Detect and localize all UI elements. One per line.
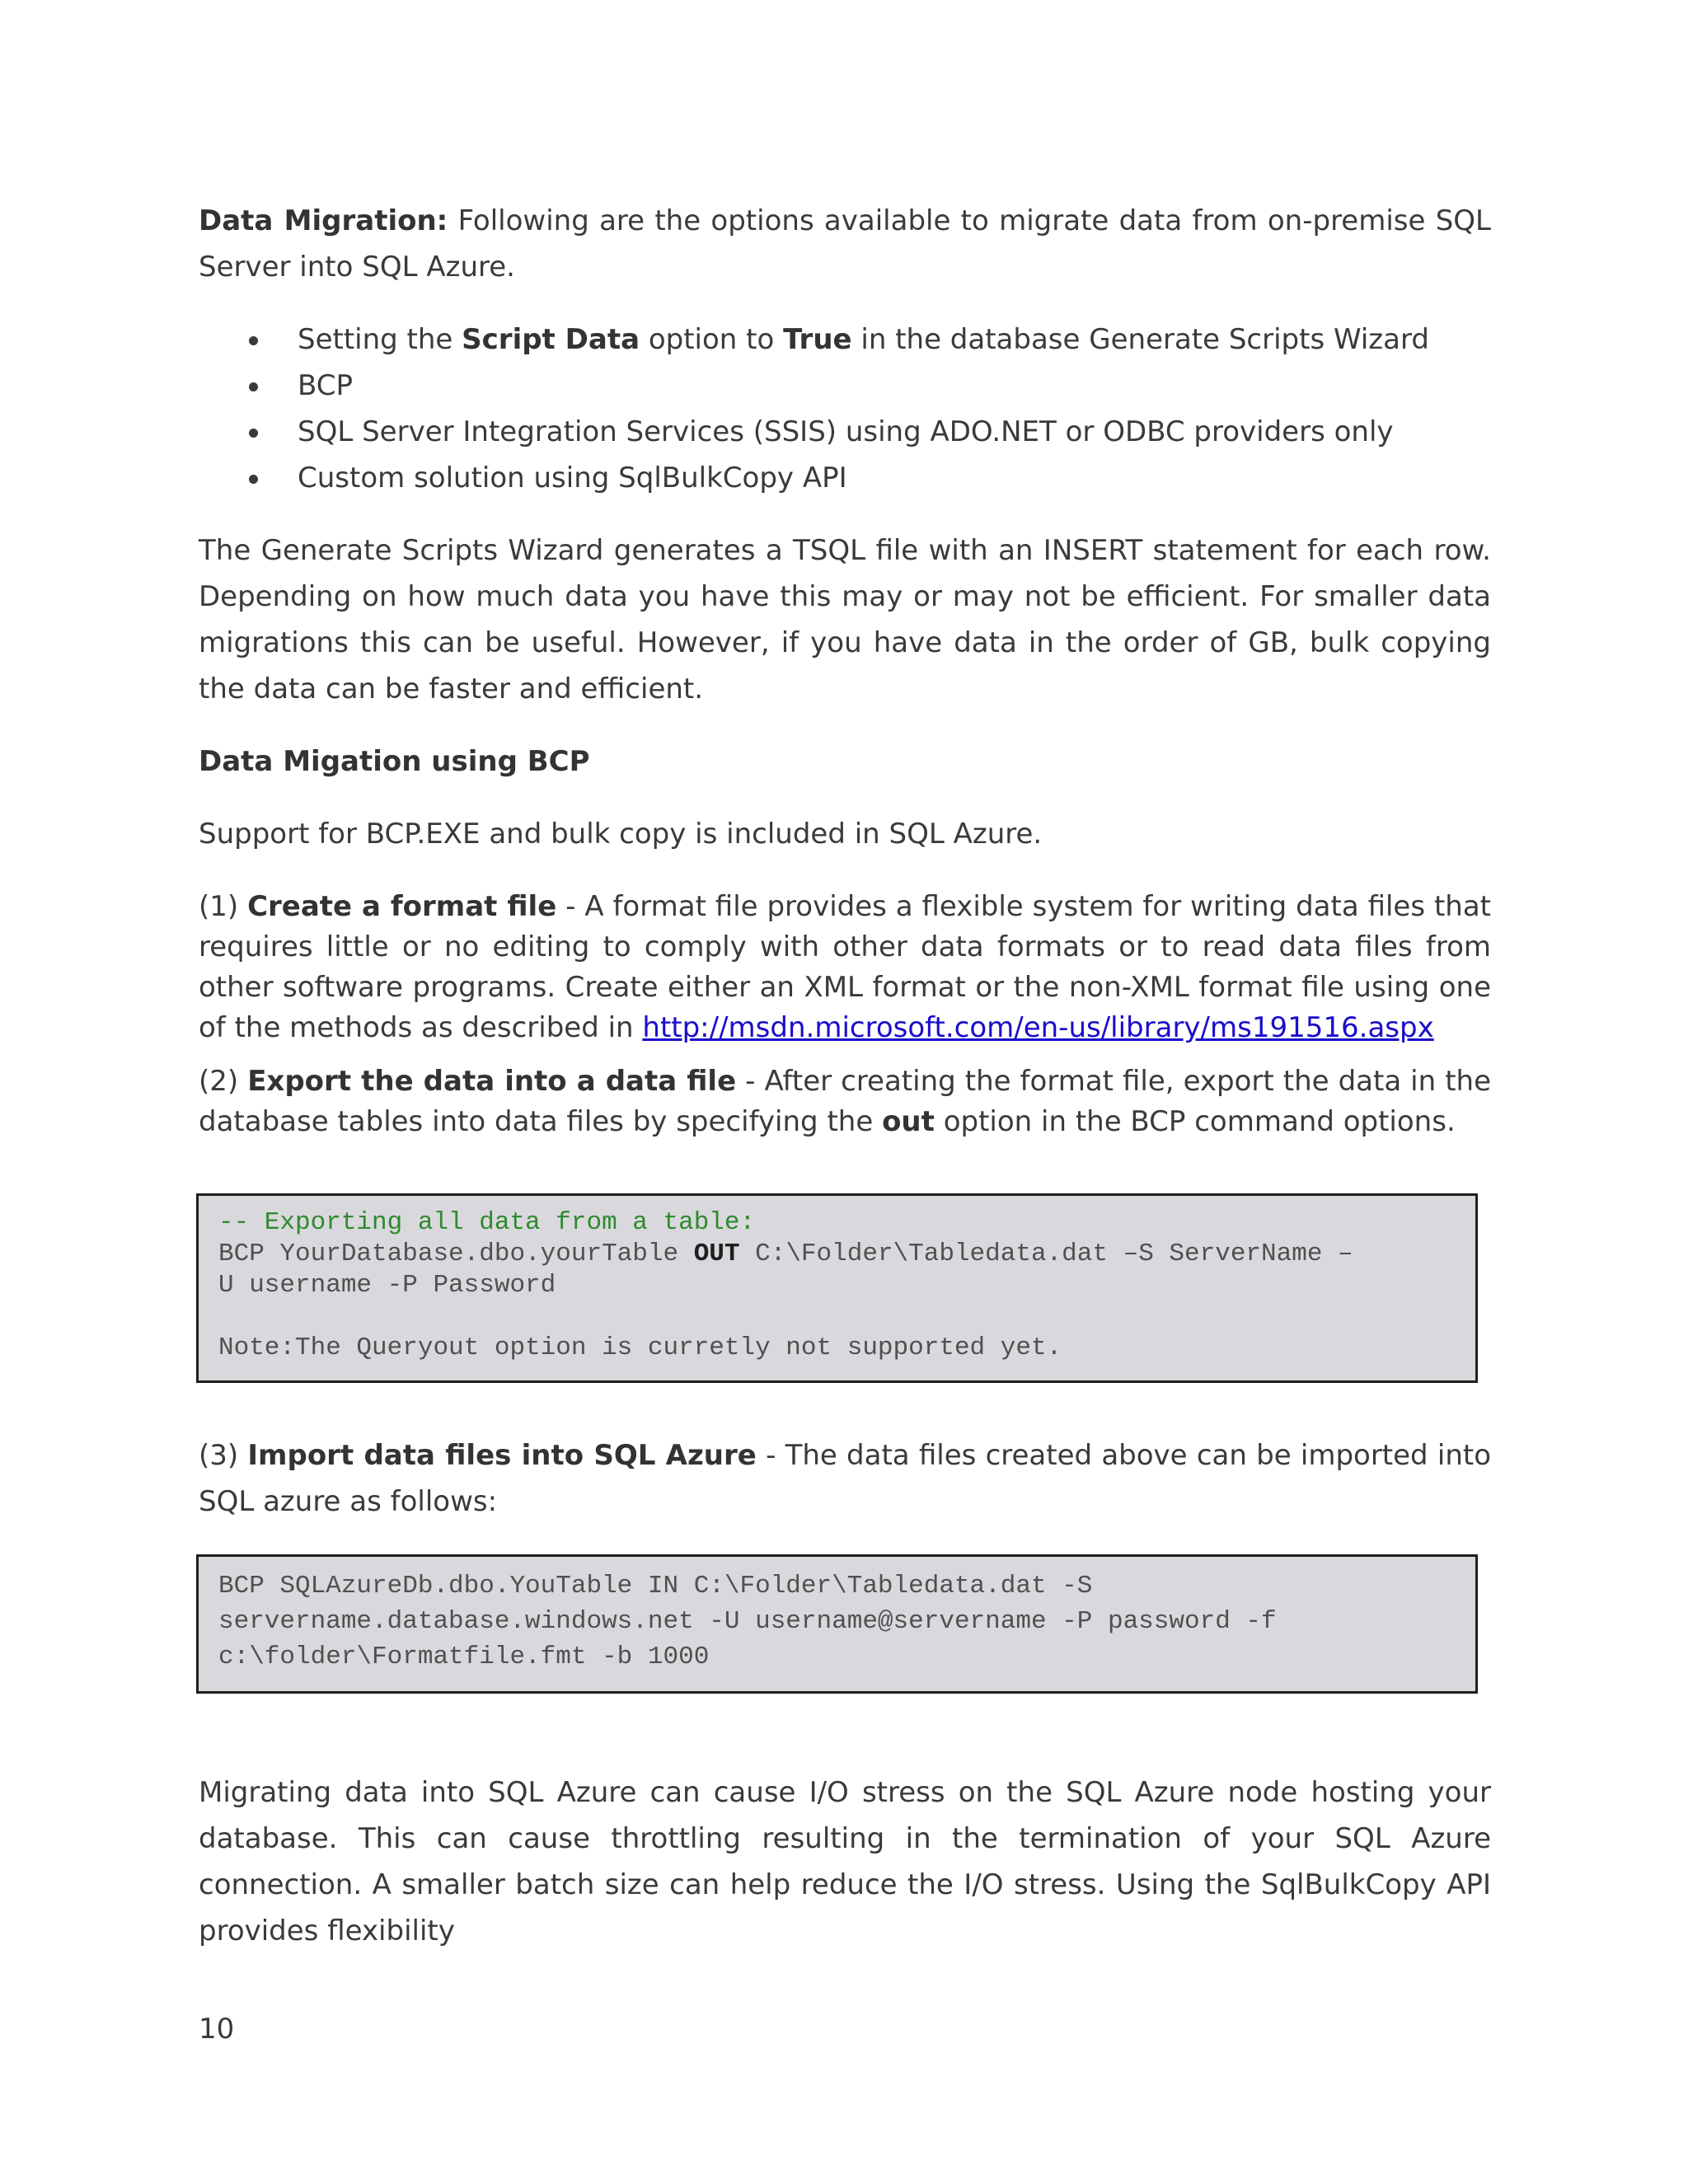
bullet-text: Custom solution using SqlBulkCopy API [298, 462, 847, 494]
code-line [218, 1239, 1457, 1270]
migration-options-list [249, 316, 1491, 501]
intro-label: Data Migration: [199, 204, 448, 237]
list-item [249, 316, 1491, 363]
bullet-text: option to [640, 323, 784, 356]
step3-paragraph [199, 1432, 1491, 1525]
step1-paragraph [199, 887, 1491, 1048]
code-line: U username -P Password [218, 1271, 556, 1300]
bcp-support-paragraph: Support for BCP.EXE and bulk copy is included in SQL Azure. [199, 818, 1043, 851]
bcp-heading: Data Migation using BCP [199, 745, 590, 778]
list-item [249, 409, 1491, 455]
intro-text: Following are the options available to migrate data from on-premise SQL Server into SQL Azure. [199, 204, 1491, 284]
wizard-paragraph: The Generate Scripts Wizard generates a TSQL file with an INSERT statement for each row. Depending on how much data you have this may or may not be efficient. For smaller data migrations this can be useful. However, if you have data in the order of GB, bulk copying the data can be faster and efficient. [199, 534, 1491, 705]
step2-paragraph [199, 1062, 1491, 1142]
step-text: - After creating the format file, export the data in the database tables into data files by specifying the [199, 1065, 1491, 1138]
bullet-text: Setting the [298, 323, 462, 356]
code-keyword: OUT [693, 1240, 740, 1268]
bullet-text: in the database Generate Scripts Wizard [851, 323, 1429, 356]
code-note: Note:The Queryout option is curretly not supported yet. [218, 1333, 1062, 1362]
export-code-block [196, 1193, 1478, 1383]
list-item [249, 455, 1491, 501]
page-content [199, 198, 1491, 1954]
code-text: C:\Folder\Tabledata.dat –S ServerName – [739, 1240, 1353, 1268]
bullet-bold: Script Data [462, 323, 640, 356]
import-code-block [196, 1554, 1478, 1694]
intro-paragraph [199, 198, 1491, 290]
msdn-link[interactable]: http://msdn.microsoft.com/en-us/library/ms191516.aspx [642, 1011, 1434, 1044]
code-line: servername.database.windows.net -U username@servername -P password -f [218, 1607, 1277, 1636]
step-number: (3) [199, 1439, 248, 1472]
step-number: (2) [199, 1065, 248, 1098]
step-text: - The data files created above can be imported into SQL azure as follows: [199, 1439, 1492, 1518]
step-text: - A format file provides a flexible system for writing data files that requires little or no editing to comply with other data formats or to read data files from other software programs. Create either an XML format or the non-XML format file using one of the methods as described in [199, 890, 1491, 1044]
step-text: option in the BCP command options. [934, 1105, 1456, 1138]
bullet-bold: True [783, 323, 852, 356]
step-number: (1) [199, 890, 248, 923]
bullet-text: SQL Server Integration Services (SSIS) using ADO.NET or ODBC providers only [298, 415, 1394, 448]
list-item [249, 363, 1491, 409]
step-title: Export the data into a data file [247, 1065, 737, 1098]
page-number: 10 [199, 2013, 235, 2046]
code-line: BCP SQLAzureDb.dbo.YouTable IN C:\Folder\Tabledata.dat -S [218, 1572, 1093, 1601]
code-text: BCP YourDatabase.dbo.yourTable [218, 1240, 694, 1268]
step-bold: out [882, 1105, 935, 1138]
code-line: c:\folder\Formatfile.fmt -b 1000 [218, 1643, 710, 1671]
code-comment: -- Exporting all data from a table: [218, 1208, 756, 1237]
step-title: Import data files into SQL Azure [247, 1439, 757, 1472]
step-title: Create a format file [247, 890, 557, 923]
closing-paragraph: Migrating data into SQL Azure can cause I/O stress on the SQL Azure node hosting your database. This can cause throttling resulting in the termination of your SQL Azure connection. A smaller batch size can help reduce the I/O stress. Using the SqlBulkCopy API provides flexibility [199, 1776, 1491, 1947]
code-blank-line [218, 1301, 1457, 1333]
bullet-text: BCP [298, 369, 353, 402]
